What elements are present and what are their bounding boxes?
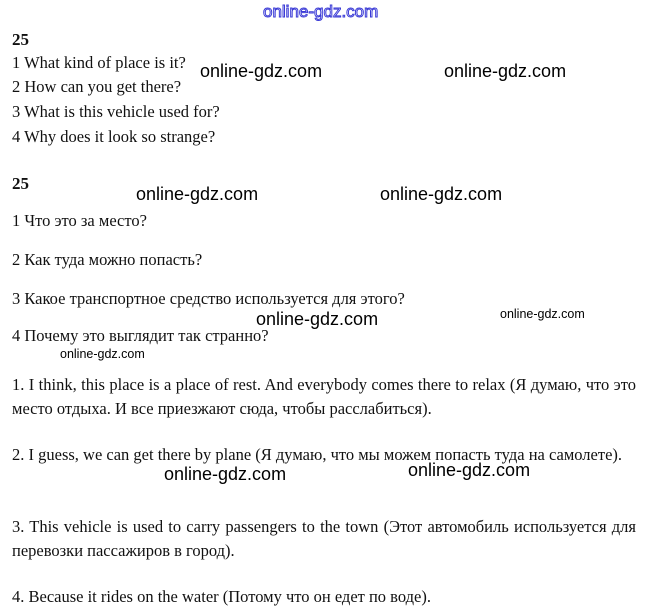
answer-2: 2. I guess, we can get there by plane (Я думаю, что мы можем попасть туда на самолете). bbox=[12, 445, 623, 464]
question-ru-2: 2 Как туда можно попасть? bbox=[12, 250, 203, 269]
question-en-4: 4 Why does it look so strange? bbox=[12, 127, 216, 146]
watermark: online-gdz.com bbox=[200, 61, 323, 81]
watermark: online-gdz.com bbox=[380, 184, 503, 204]
watermark: online-gdz.com bbox=[256, 309, 379, 329]
section-number-en: 25 bbox=[12, 30, 29, 49]
watermark: online-gdz.com bbox=[500, 307, 585, 321]
answer-3: 3. This vehicle is used to carry passengers to the town (Этот автомобиль используется для перевозки пассажиров в город). bbox=[12, 517, 636, 560]
question-en-3: 3 What is this vehicle used for? bbox=[12, 102, 220, 121]
answer-1: 1. I think, this place is a place of rest. And everybody comes there to relax (Я думаю, что это место отдыха. И все приезжают сюда, чтобы расслабиться). bbox=[12, 375, 636, 418]
question-ru-1: 1 Что это за место? bbox=[12, 211, 147, 230]
question-ru-4: 4 Почему это выглядит так странно? bbox=[12, 326, 269, 345]
watermark: online-gdz.com bbox=[136, 184, 259, 204]
watermark: online-gdz.com bbox=[60, 347, 145, 361]
watermark: online-gdz.com bbox=[164, 464, 287, 484]
watermark-top: online-gdz.com bbox=[263, 2, 379, 21]
question-en-2: 2 How can you get there? bbox=[12, 77, 182, 96]
watermark: online-gdz.com bbox=[408, 460, 531, 480]
watermark: online-gdz.com bbox=[444, 61, 567, 81]
answer-4: 4. Because it rides on the water (Потому что он едет по воде). bbox=[12, 587, 431, 606]
section-number-ru: 25 bbox=[12, 174, 29, 193]
question-ru-3: 3 Какое транспортное средство используется для этого? bbox=[12, 289, 405, 308]
question-en-1: 1 What kind of place is it? bbox=[12, 53, 186, 72]
